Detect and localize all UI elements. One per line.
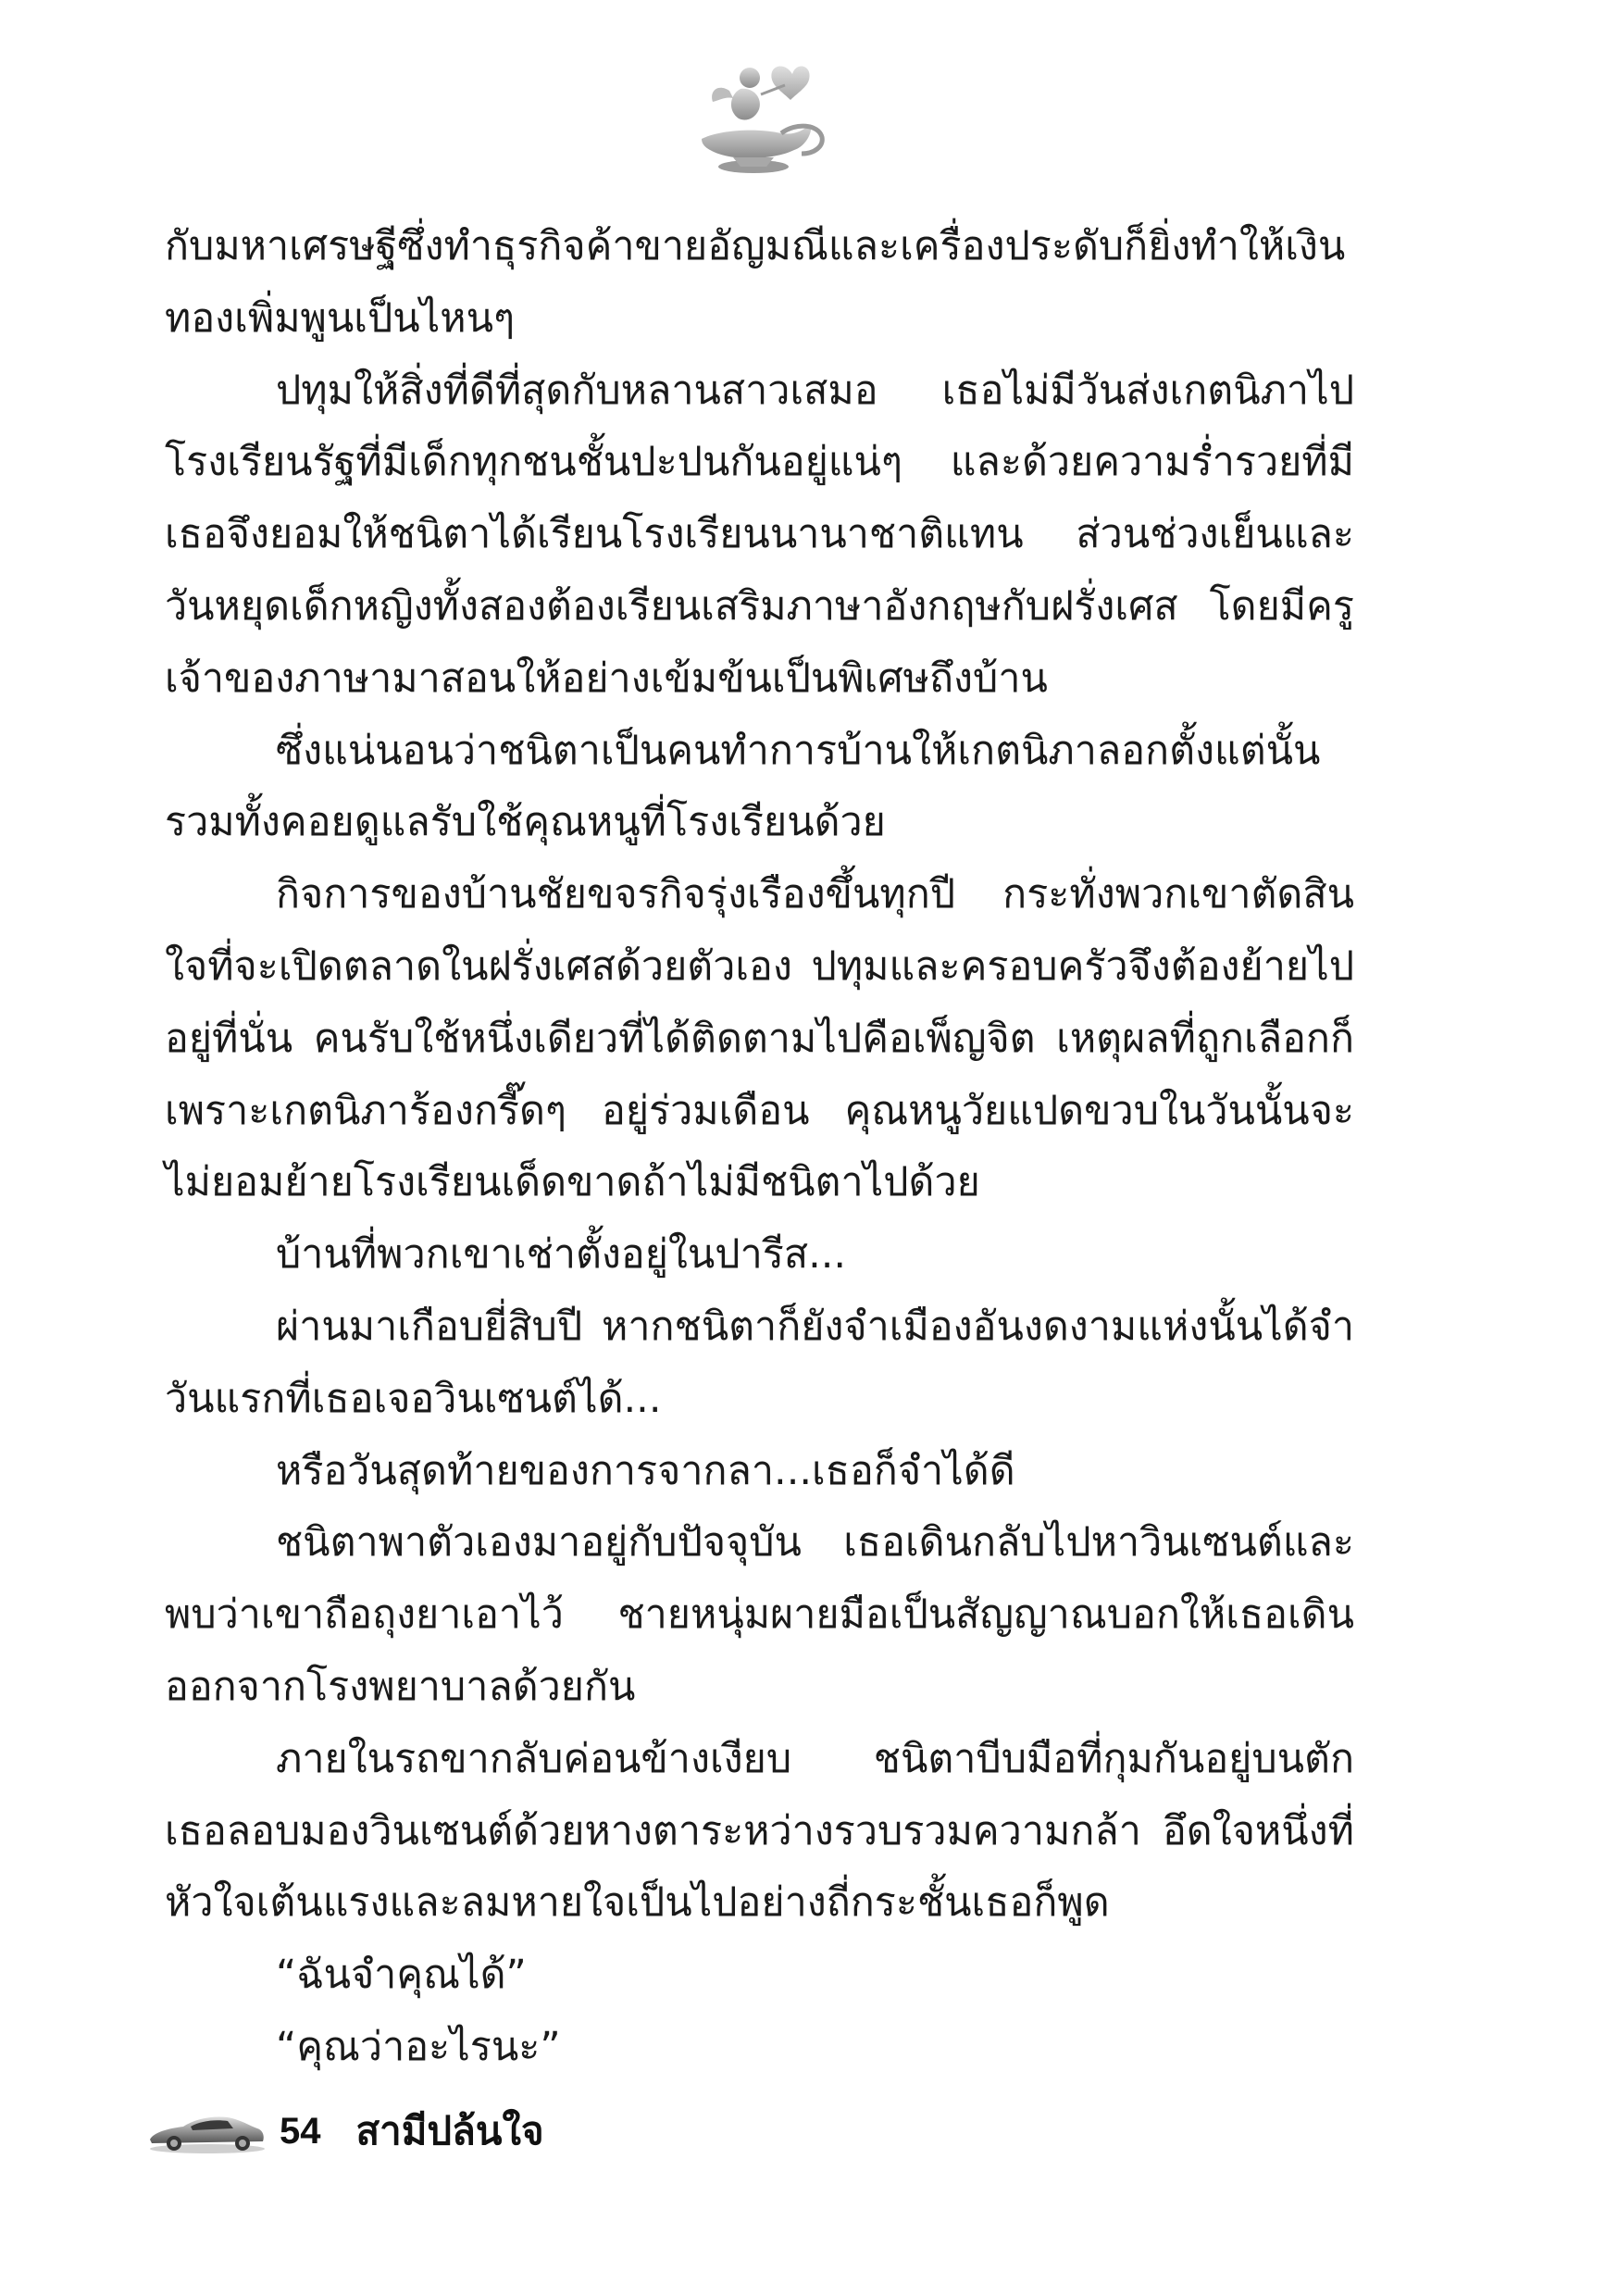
book-title: สามีปล้นใจ (355, 2108, 544, 2153)
body-text (165, 211, 1354, 2084)
paragraph-3: ซึ่งแน่นอนว่าชนิตาเป็นคนทำการบ้านให้เกตนิภาลอกตั้งแต่นั้นรวมทั้งคอยดูแลรับใช้คุณหนูที่โรงเรียนด้วย (165, 727, 1321, 846)
paragraph-11: “คุณว่าอะไรนะ” (276, 2023, 561, 2070)
paragraph-9: ภายในรถขากลับค่อนข้างเงียบ ชนิตาบีบมือที่กุมกันอยู่บนตัก เธอลอบมองวินเซนต์ด้วยหางตาระหว่างรวบรวมความกล้า อึดใจหนึ่งที่หัวใจเต้นแรงและลมหายใจเป็นไปอย่างถี่กระชั้นเธอก็พูด (165, 1735, 1354, 1927)
cupid-teapot-ornament-icon (692, 57, 831, 178)
paragraph-1: กับมหาเศรษฐีซึ่งทำธุรกิจค้าขายอัญมณีและเครื่องประดับก็ยิ่งทำให้เงินทองเพิ่มพูนเป็นไหนๆ (165, 223, 1346, 342)
paragraph-8: ชนิตาพาตัวเองมาอยู่กับปัจจุบัน เธอเดินกลับไปหาวินเซนต์และพบว่าเขาถือถุงยาเอาไว้ ชายหนุ่มผายมือเป็นสัญญาณบอกให้เธอเดินออกจากโรงพยาบาลด้วยกัน (165, 1519, 1354, 1710)
paragraph-10: “ฉันจำคุณได้” (276, 1952, 527, 1999)
paragraph-7: หรือวันสุดท้ายของการจากลา...เธอก็จำได้ดี (276, 1447, 1015, 1494)
page-footer (146, 2094, 544, 2168)
paragraph-2: ปทุมให้สิ่งที่ดีที่สุดกับหลานสาวเสมอ เธอไม่มีวันส่งเกตนิภาไปโรงเรียนรัฐที่มีเด็กทุกชนชั้นปะปนกันอยู่แน่ๆ และด้วยความร่ำรวยที่มีเธอจึงยอมให้ชนิตาได้เรียนโรงเรียนนานาชาติแทน ส่วนช่วงเย็นและวันหยุดเด็กหญิงทั้งสองต้องเรียนเสริมภาษาอังกฤษกับฝรั่งเศส โดยมีครูเจ้าของภาษามาสอนให้อย่างเข้มข้นเป็นพิเศษถึงบ้าน (165, 367, 1354, 702)
paragraph-5: บ้านที่พวกเขาเช่าตั้งอยู่ในปารีส... (276, 1231, 847, 1279)
sports-car-icon (146, 2108, 267, 2154)
paragraph-6: ผ่านมาเกือบยี่สิบปี หากชนิตาก็ยังจำเมืองอันงดงามแห่งนั้นได้จำวันแรกที่เธอเจอวินเซนต์ได้... (165, 1303, 1354, 1422)
paragraph-4: กิจการของบ้านชัยขจรกิจรุ่งเรืองขึ้นทุกปี กระทั่งพวกเขาตัดสินใจที่จะเปิดตลาดในฝรั่งเศสด้วยตัวเอง ปทุมและครอบครัวจึงต้องย้ายไปอยู่ที่นั่น คนรับใช้หนึ่งเดียวที่ได้ติดตามไปคือเพ็ญจิต เหตุผลที่ถูกเลือกก็เพราะเกตนิภาร้องกรี๊ดๆ อยู่ร่วมเดือน คุณหนูวัยแปดขวบในวันนั้นจะไม่ยอมย้ายโรงเรียนเด็ดขาดถ้าไม่มีชนิตาไปด้วย (165, 871, 1354, 1206)
page-number: 54 (280, 2110, 321, 2152)
